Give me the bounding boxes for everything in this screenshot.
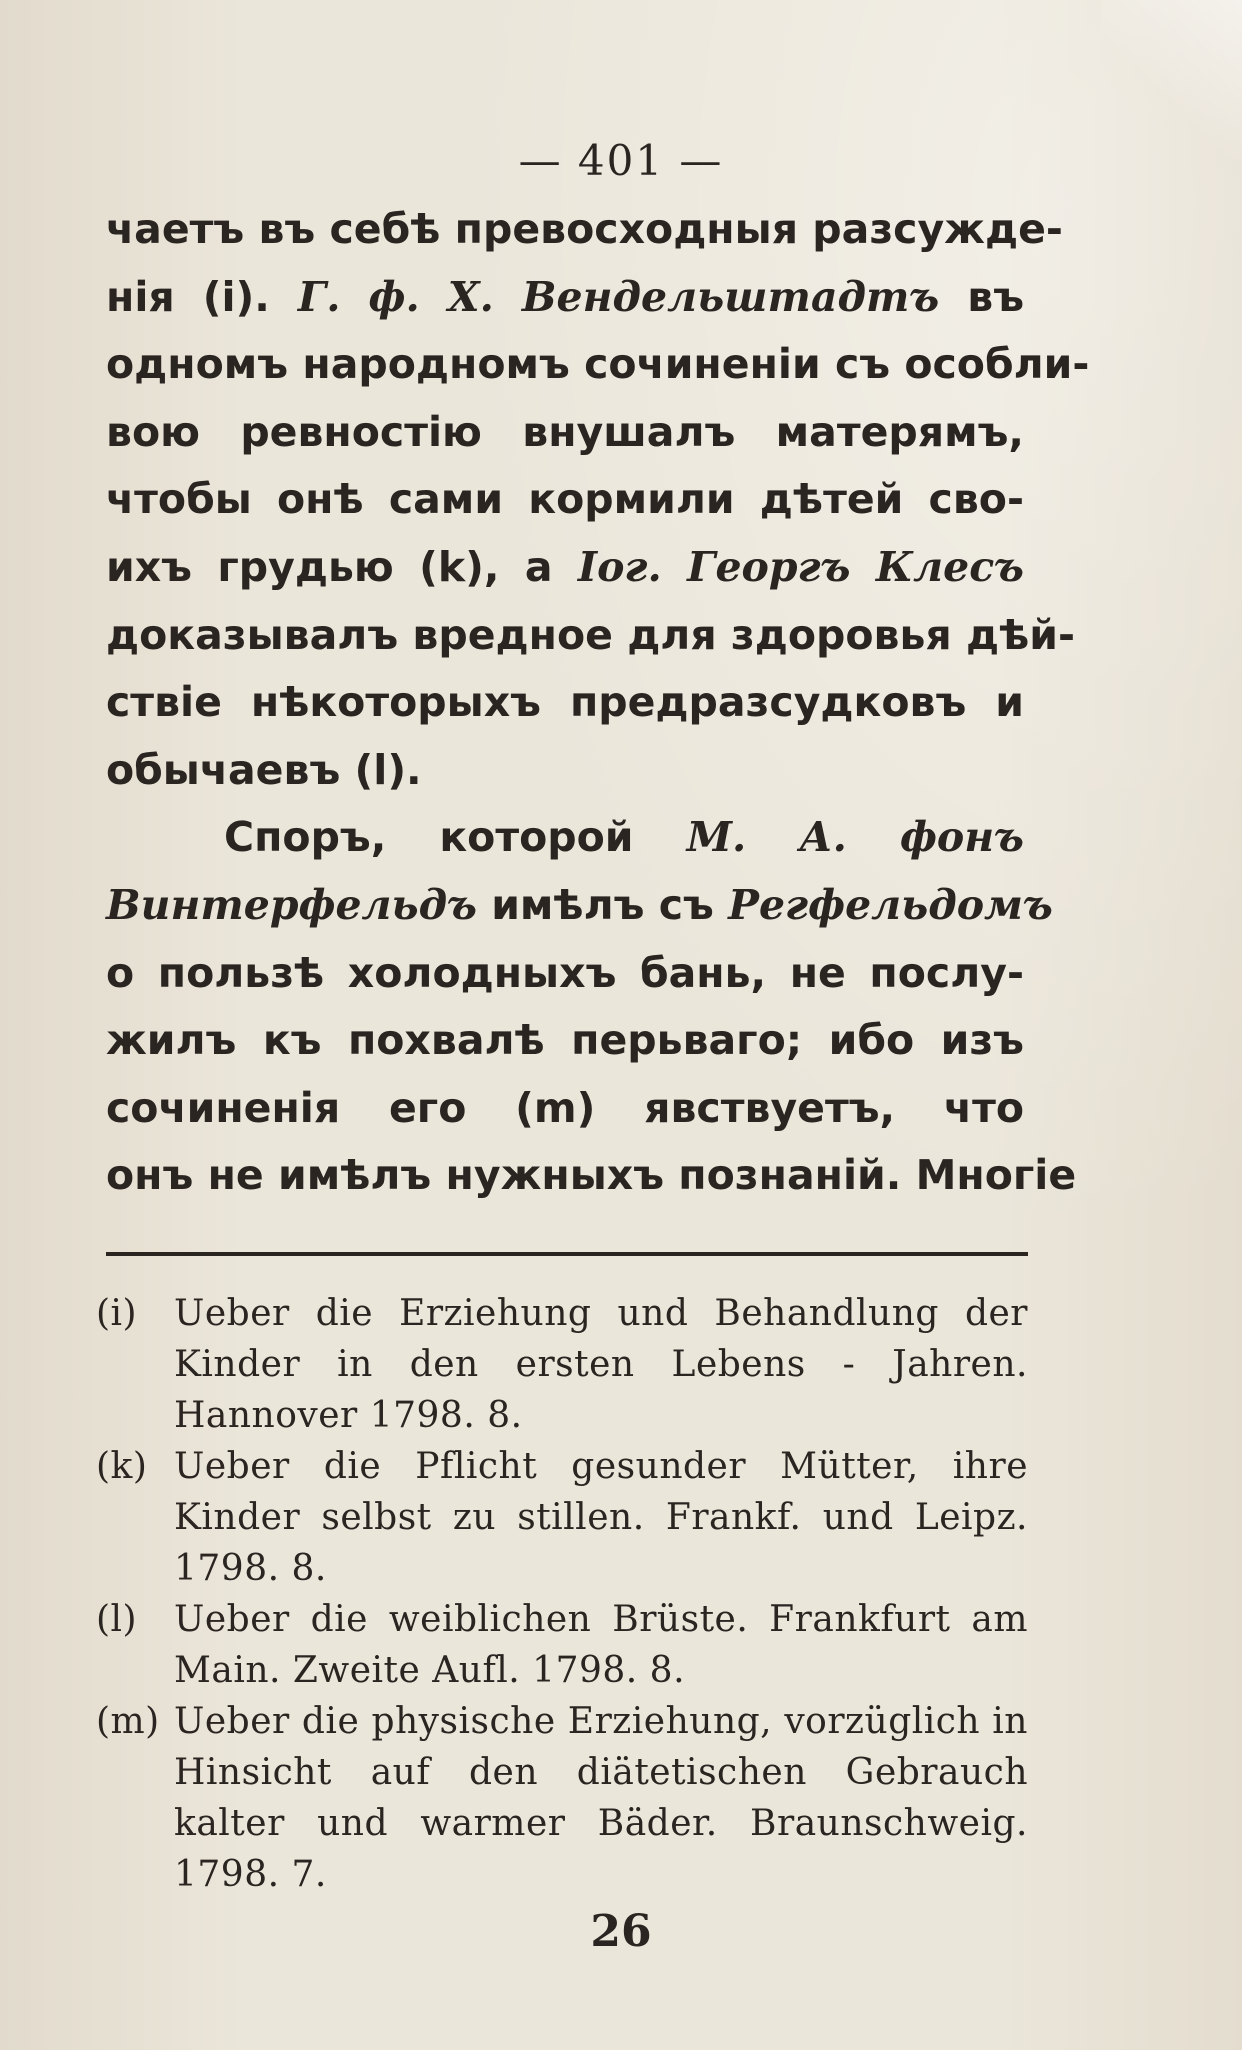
body-line: ствіе нѣкоторыхъ предразсудковъ и bbox=[106, 678, 1024, 727]
author-winterfeld: Винтерфельдъ bbox=[106, 880, 477, 929]
footnote-mark: (i) bbox=[96, 1293, 138, 1334]
footnote-mark: (k) bbox=[96, 1446, 148, 1487]
footnote-text: Ueber die Erziehung und Behandlung der Kinder in den ersten Lebens - Jahren. Hannover 1798. 8. bbox=[174, 1293, 1028, 1436]
body-line: чаетъ въ себѣ превосходныя разсужде- bbox=[106, 205, 1063, 253]
body-line: Споръ, которой М. А. фонъ bbox=[224, 813, 1024, 862]
body-line: доказывалъ вредное для здоровья дѣй- bbox=[106, 610, 1076, 659]
footnote-i bbox=[96, 1288, 1028, 1441]
footnote-mark: (m) bbox=[96, 1701, 160, 1742]
author-wendelstadt: Г. ф. Х. Вендельштадтъ bbox=[297, 272, 940, 321]
author-kles: Іог. Георгъ Клесъ bbox=[577, 542, 1024, 591]
body-line: сочиненія его (m) явствуетъ, что bbox=[106, 1083, 1024, 1132]
footnote-mark: (l) bbox=[96, 1599, 138, 1640]
body-line: Винтерфельдъ имѣлъ съ Регфельдомъ bbox=[106, 880, 1053, 929]
signature-mark: 26 bbox=[590, 1906, 652, 1957]
footnote-text: Ueber die weiblichen Brüste. Frankfurt am Main. Zweite Aufl. 1798. 8. bbox=[174, 1599, 1028, 1691]
body-line: обычаевъ (l). bbox=[106, 745, 422, 794]
footnote-text: Ueber die physische Erziehung, vorzüglich in Hinsicht auf den diätetischen Gebrauch kalter und warmer Bäder. Braunschweig. 1798. 7. bbox=[174, 1701, 1028, 1895]
footnote-l bbox=[96, 1594, 1028, 1696]
footnote-m bbox=[96, 1696, 1028, 1900]
body-line: вою ревностію внушалъ матерямъ, bbox=[106, 407, 1024, 456]
body-line: одномъ народномъ сочиненіи съ особли- bbox=[106, 340, 1090, 389]
body-line: о пользѣ холодныхъ бань, не послу- bbox=[106, 948, 1024, 997]
page-number: — 401 — bbox=[518, 136, 724, 185]
body-line: ихъ грудью (k), а Іог. Георгъ Клесъ bbox=[106, 542, 1024, 591]
footnote-separator bbox=[106, 1252, 1028, 1256]
author-winterfeld-prefix: М. А. фонъ bbox=[686, 813, 1024, 862]
body-line: нія (i). Г. ф. Х. Вендельштадтъ въ bbox=[106, 272, 1025, 321]
body-line: чтобы онѣ сами кормили дѣтей сво- bbox=[106, 475, 1024, 524]
footnote-k bbox=[96, 1441, 1028, 1594]
author-regfeld: Регфельдомъ bbox=[728, 880, 1053, 929]
footnotes bbox=[96, 1288, 1028, 1900]
body-line: жилъ къ похвалѣ перьваго; ибо изъ bbox=[106, 1016, 1024, 1065]
footnote-text: Ueber die Pflicht gesunder Mütter, ihre Kinder selbst zu stillen. Frankf. und Leipz. 1798. 8. bbox=[174, 1446, 1028, 1589]
body-text bbox=[106, 196, 1090, 1210]
body-line: онъ не имѣлъ нужныхъ познаній. Многіе bbox=[106, 1151, 1077, 1200]
